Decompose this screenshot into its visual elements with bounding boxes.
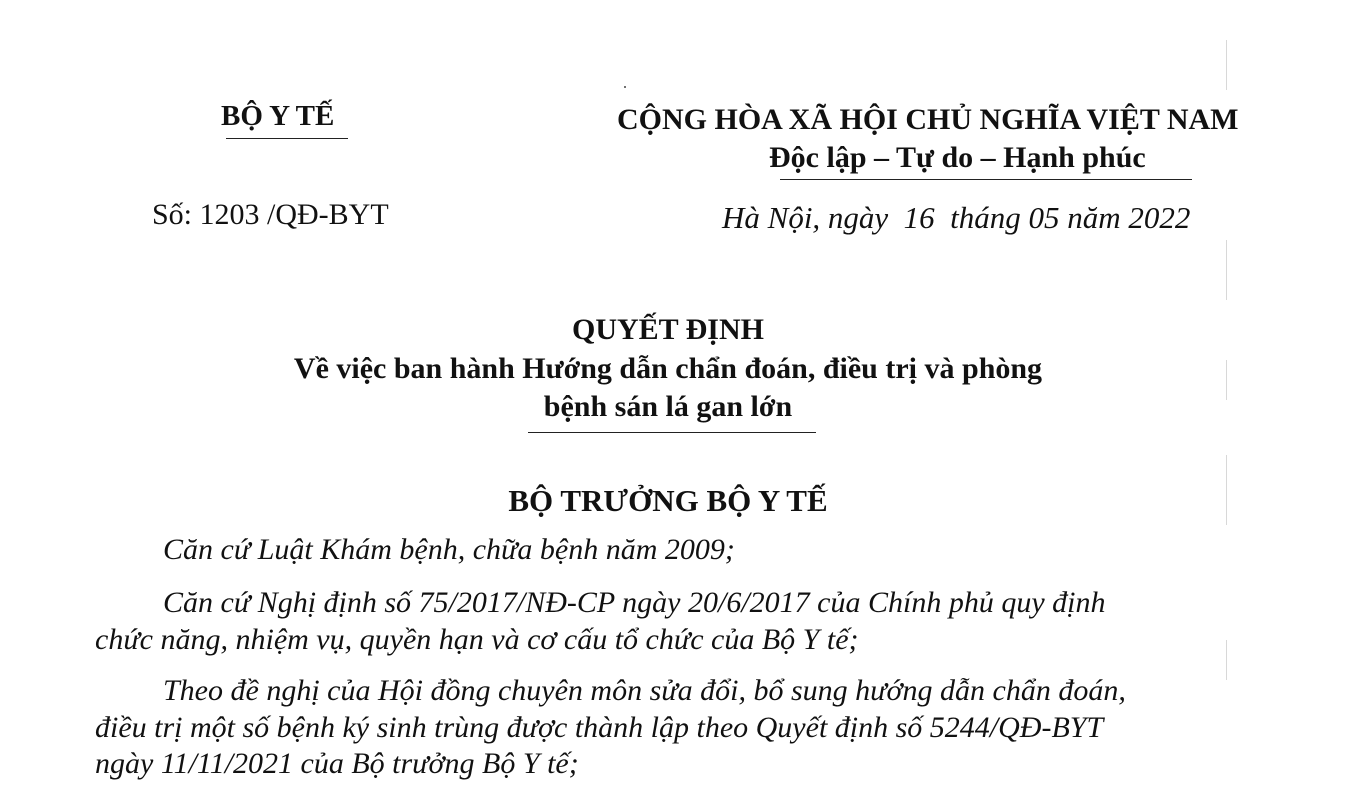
scan-edge-line <box>1226 360 1227 400</box>
legal-basis-2-line1: Căn cứ Nghị định số 75/2017/NĐ-CP ngày 20/6/2017 của Chính phủ quy định <box>163 586 1106 619</box>
scan-speck <box>624 86 626 88</box>
ministry-name: BỘ Y TẾ <box>221 100 335 132</box>
legal-basis-2-line2: chức năng, nhiệm vụ, quyền hạn và cơ cấu tổ chức của Bộ Y tế; <box>95 623 859 656</box>
subtitle-underline <box>528 432 816 433</box>
ministry-underline <box>226 138 348 139</box>
place-date: Hà Nội, ngày 16 tháng 05 năm 2022 <box>722 200 1191 235</box>
proposal-line3: ngày 11/11/2021 của Bộ trưởng Bộ Y tế; <box>95 747 579 780</box>
republic-name: CỘNG HÒA XÃ HỘI CHỦ NGHĨA VIỆT NAM <box>617 103 1239 136</box>
proposal-line2: điều trị một số bệnh ký sinh trùng được thành lập theo Quyết định số 5244/QĐ-BYT <box>95 711 1104 744</box>
document-title: QUYẾT ĐỊNH <box>572 313 764 346</box>
document-number: Số: 1203 /QĐ-BYT <box>152 198 389 231</box>
scan-edge-line <box>1226 40 1227 90</box>
issuing-authority: BỘ TRƯỞNG BỘ Y TẾ <box>508 483 828 518</box>
legal-basis-1: Căn cứ Luật Khám bệnh, chữa bệnh năm 2009; <box>163 533 735 566</box>
document-subtitle-line1: Về việc ban hành Hướng dẫn chẩn đoán, điều trị và phòng <box>293 352 1043 385</box>
scan-edge-line <box>1226 455 1227 525</box>
motto-underline <box>780 179 1192 180</box>
scan-edge-line <box>1226 240 1227 300</box>
scan-edge-line <box>1226 640 1227 680</box>
national-motto: Độc lập – Tự do – Hạnh phúc <box>769 141 1146 174</box>
document-subtitle-line2: bệnh sán lá gan lớn <box>543 390 793 423</box>
proposal-line1: Theo đề nghị của Hội đồng chuyên môn sửa đổi, bổ sung hướng dẫn chẩn đoán, <box>163 674 1126 707</box>
